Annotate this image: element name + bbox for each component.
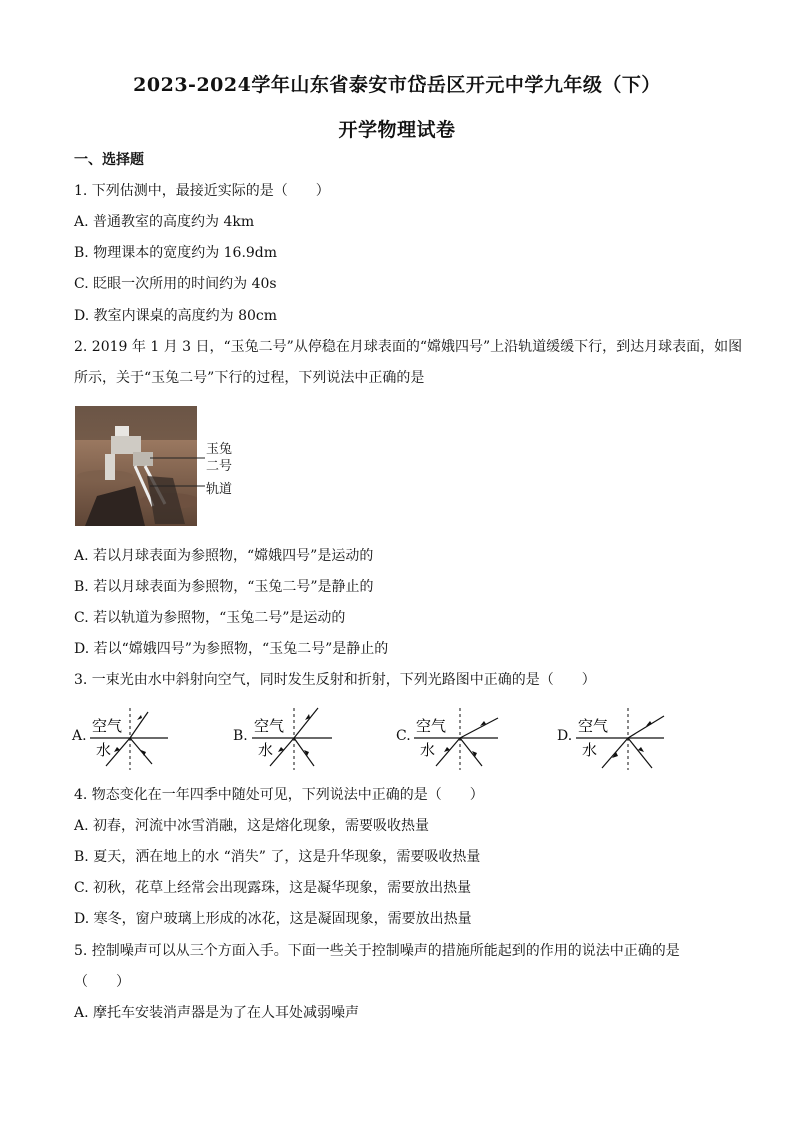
question-4-option-c: C. 初秋，花草上经常会出现露珠，这是凝华现象，需要放出热量 [74, 880, 472, 896]
diagram-c-letter: C. [396, 728, 411, 744]
diagram-d-water: 水 [582, 741, 598, 759]
photo-leader-lines [150, 450, 210, 490]
light-path-diagram-c [414, 706, 514, 774]
diagram-d-letter: D. [557, 728, 573, 744]
diagram-c-water: 水 [420, 741, 436, 759]
question-4-option-b: B. 夏天，洒在地上的水 “消失” 了，这是升华现象，需要吸收热量 [74, 849, 481, 865]
page-title: 2023-2024学年山东省泰安市岱岳区开元中学九年级（下） [133, 74, 661, 96]
light-path-diagram-a [90, 706, 190, 774]
diagram-a-letter: A. [72, 728, 87, 744]
question-2-stem-line1: 2. 2019 年 1 月 3 日，“玉兔二号”从停稳在月球表面的“嫦娥四号”上沿轨道缓缓下行，到达月球表面，如图 [74, 339, 743, 355]
diagram-b-air: 空气 [254, 717, 285, 735]
question-2-option-b: B. 若以月球表面为参照物，“玉兔二号”是静止的 [74, 579, 374, 595]
question-1-option-a: A. 普通教室的高度约为 4km [74, 214, 255, 230]
rover-label-line1: 玉兔 [206, 442, 233, 457]
question-2-option-c: C. 若以轨道为参照物，“玉兔二号”是运动的 [74, 610, 346, 626]
diagram-b-letter: B. [233, 728, 248, 744]
question-1-stem: 1. 下列估测中，最接近实际的是（ ） [74, 183, 330, 199]
question-5-answer-blank: （ ） [74, 974, 130, 990]
question-4-stem: 4. 物态变化在一年四季中随处可见，下列说法中正确的是（ ） [74, 787, 484, 803]
track-label: 轨道 [206, 482, 233, 497]
question-5-stem: 5. 控制噪声可以从三个方面入手。下面一些关于控制噪声的措施所能起到的作用的说法中正确的是 [74, 943, 680, 959]
section-heading: 一、选择题 [74, 152, 144, 168]
question-1-option-b: B. 物理课本的宽度约为 16.9dm [74, 245, 278, 261]
page-subtitle: 开学物理试卷 [338, 119, 456, 141]
question-1-option-c: C. 眨眼一次所用的时间约为 40s [74, 276, 277, 292]
question-4-option-d: D. 寒冬，窗户玻璃上形成的冰花，这是凝固现象，需要放出热量 [74, 911, 472, 927]
question-2-stem-line2: 所示，关于“玉兔二号”下行的过程，下列说法中正确的是 [74, 370, 425, 386]
question-2-option-d: D. 若以“嫦娥四号”为参照物，“玉兔二号”是静止的 [74, 641, 389, 657]
diagram-a-water: 水 [96, 741, 112, 759]
light-path-diagram-b [252, 706, 352, 774]
rover-label-line2: 二号 [206, 459, 233, 474]
diagram-b-water: 水 [258, 741, 274, 759]
diagram-a-air: 空气 [92, 717, 123, 735]
question-1-option-d: D. 教室内课桌的高度约为 80cm [74, 308, 278, 324]
diagram-c-air: 空气 [416, 717, 447, 735]
question-5-option-a: A. 摩托车安装消声器是为了在人耳处减弱噪声 [74, 1005, 360, 1021]
question-2-option-a: A. 若以月球表面为参照物，“嫦娥四号”是运动的 [74, 548, 374, 564]
question-3-stem: 3. 一束光由水中斜射向空气，同时发生反射和折射，下列光路图中正确的是（ ） [74, 672, 596, 688]
question-4-option-a: A. 初春，河流中冰雪消融，这是熔化现象，需要吸收热量 [74, 818, 430, 834]
light-path-diagram-d [576, 706, 676, 774]
diagram-d-air: 空气 [578, 717, 609, 735]
